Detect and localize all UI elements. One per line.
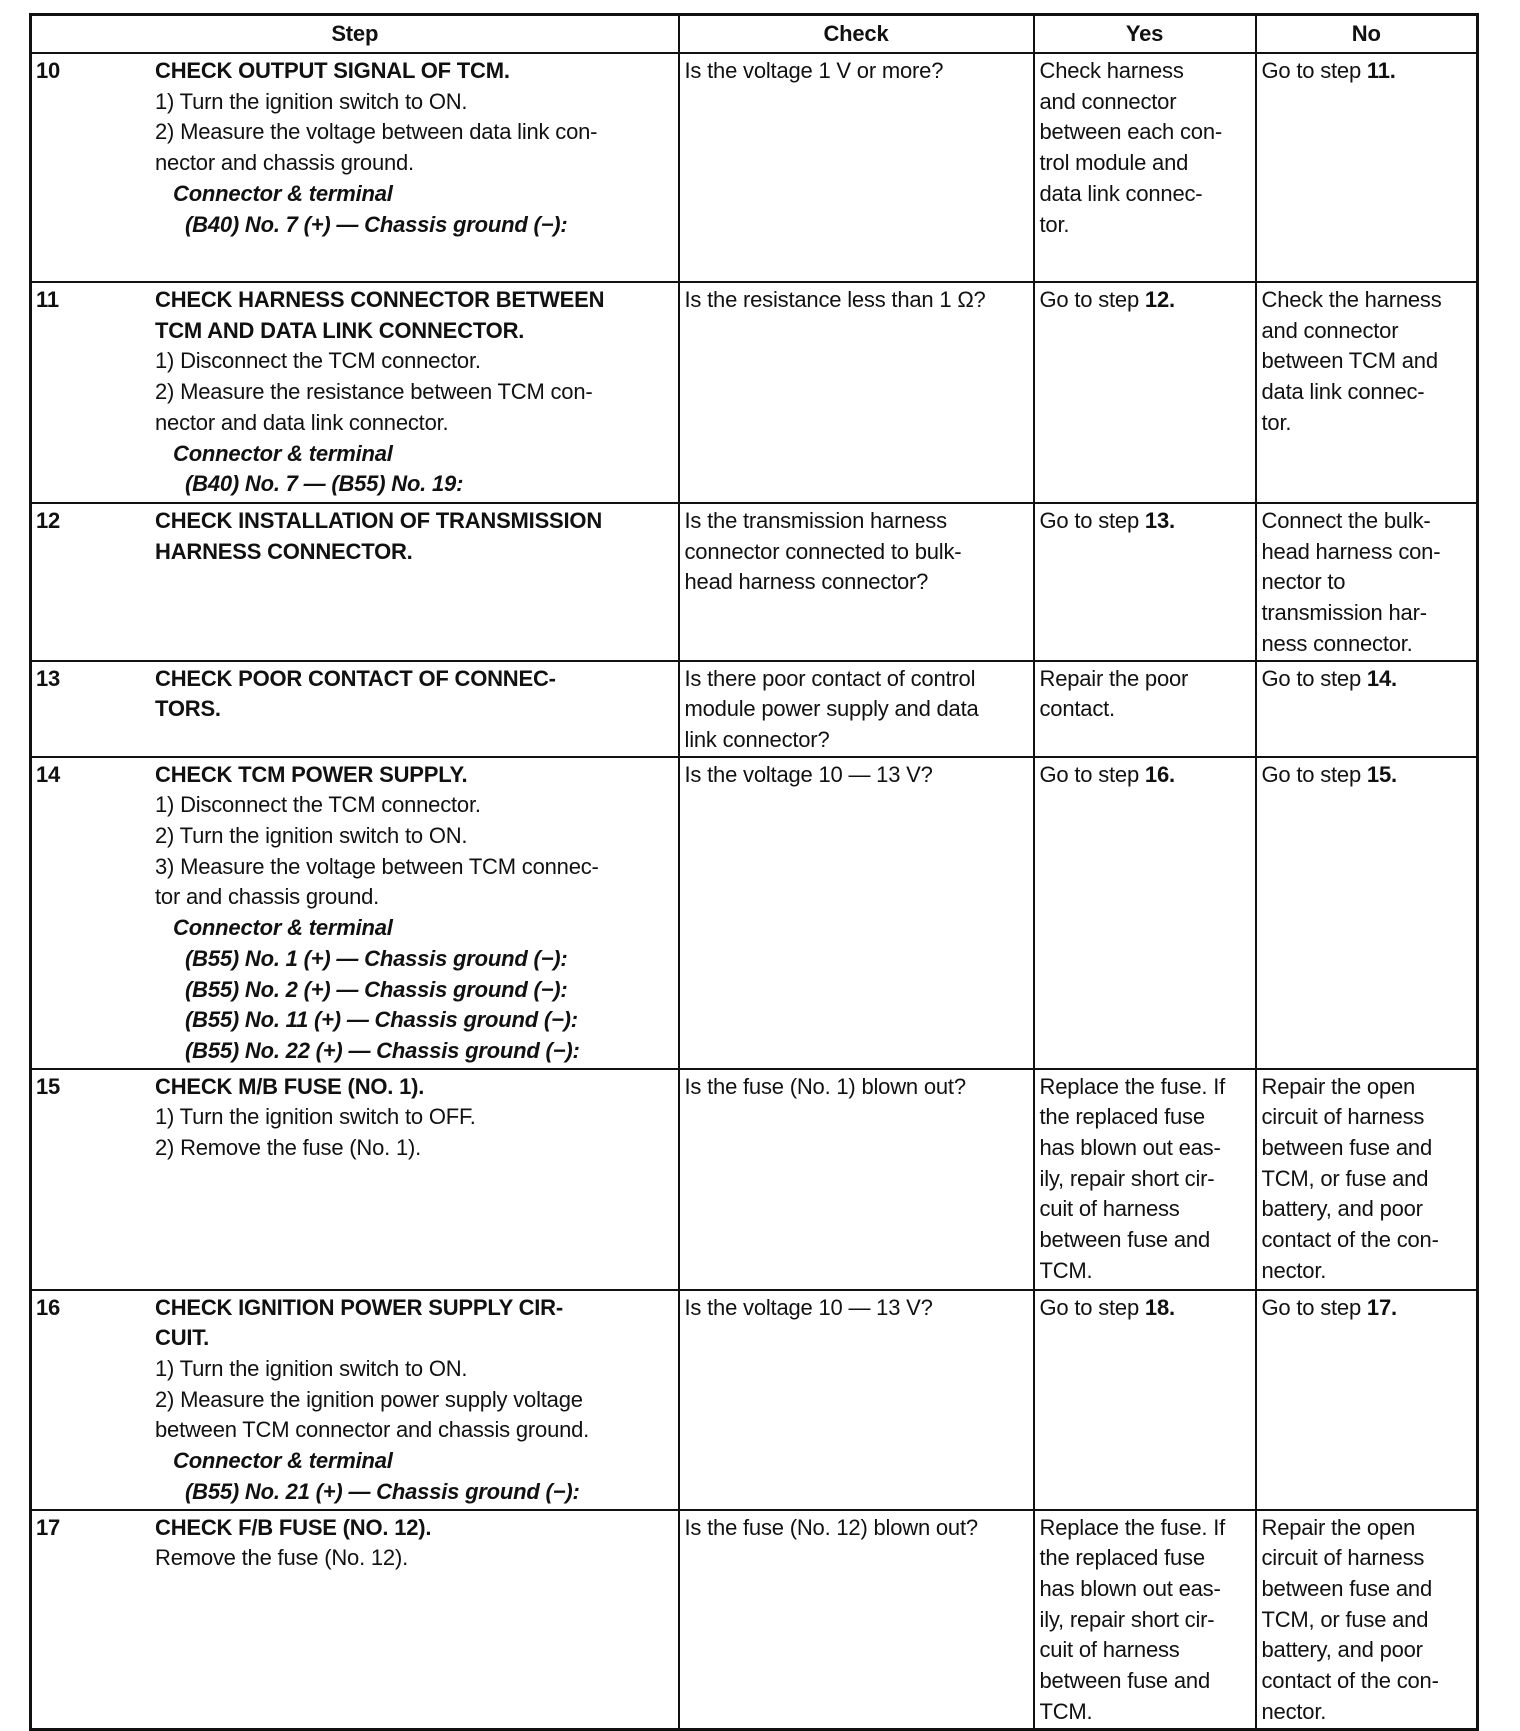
line-text: 2) Turn the ignition switch to ON. (155, 823, 468, 849)
line-text: ily, repair short cir- (1039, 1606, 1215, 1632)
table-row (31, 661, 1478, 757)
line-text: the replaced fuse (1039, 1545, 1205, 1571)
line-text: CHECK INSTALLATION OF TRANSMISSION (155, 508, 603, 533)
line-text: link connector? (684, 726, 830, 752)
line-text: TCM, or fuse and (1261, 1165, 1429, 1191)
step-description (155, 760, 599, 1067)
line-text: Replace the fuse. If (1039, 1073, 1226, 1099)
step-reference: 17. (1366, 1294, 1397, 1320)
line-text: HARNESS CONNECTOR. (155, 538, 413, 564)
text-line (685, 1513, 1028, 1544)
line-text: between fuse and (1039, 1668, 1210, 1694)
line-text: nector and chassis ground. (155, 150, 414, 176)
table-row (31, 53, 1478, 282)
text-line (1040, 117, 1250, 148)
line-text: 2) Measure the ignition power supply voltage (155, 1386, 583, 1412)
table-row (31, 1510, 1478, 1729)
line-text: and connector (1261, 317, 1399, 343)
line-text: between each con- (1039, 119, 1223, 145)
line-text: Repair the open (1261, 1514, 1416, 1540)
line-text: and connector (1039, 88, 1177, 114)
diagnostic-table (29, 13, 1479, 1731)
text-line (1040, 1574, 1250, 1605)
line-text: CHECK F/B FUSE (NO. 12). (155, 1514, 432, 1540)
text-line (155, 117, 597, 148)
line-text: has blown out eas- (1039, 1135, 1221, 1161)
line-text: (B55) No. 2 (+) — Chassis ground (−): (185, 976, 568, 1002)
line-text: nector. (1261, 1698, 1327, 1724)
line-text: contact of the con- (1261, 1668, 1439, 1694)
line-text: has blown out eas- (1039, 1576, 1221, 1602)
no-cell (1256, 503, 1478, 661)
line-text: 3) Measure the voltage between TCM connec- (155, 853, 599, 879)
table-header-row (31, 15, 1478, 54)
line-text: (B55) No. 21 (+) — Chassis ground (−): (185, 1478, 580, 1504)
step-description (155, 664, 556, 725)
line-text: trol module and (1039, 150, 1189, 176)
no-cell (1256, 1290, 1478, 1510)
line-text: between TCM and (1261, 348, 1438, 374)
line-text: Is the transmission harness (684, 508, 947, 533)
step-number: 16 (36, 1294, 61, 1320)
text-line (1040, 1293, 1250, 1324)
text-line (1040, 760, 1250, 791)
text-line (1262, 1605, 1472, 1636)
line-text: the replaced fuse (1039, 1104, 1205, 1130)
line-text: Is the voltage 1 V or more? (684, 58, 944, 83)
text-line (685, 664, 1028, 695)
text-line (1262, 629, 1472, 660)
header-no: No (1256, 15, 1478, 54)
text-line (155, 1323, 589, 1354)
text-line (155, 316, 604, 347)
step-reference: 15. (1366, 761, 1397, 787)
line-text: tor. (1261, 409, 1292, 435)
text-line (155, 1354, 589, 1385)
text-line (155, 506, 602, 537)
table-row (31, 1290, 1478, 1510)
line-text: battery, and poor (1261, 1196, 1423, 1222)
line-text: TCM. (1039, 1257, 1093, 1283)
line-text: CUIT. (155, 1325, 210, 1351)
line-text: data link connec- (1261, 379, 1425, 405)
line-text: Check the harness (1261, 287, 1442, 312)
text-line (155, 1072, 476, 1103)
step-cell (31, 1290, 679, 1510)
step-reference: 11. (1366, 58, 1396, 83)
yes-cell (1034, 1510, 1256, 1729)
yes-cell (1034, 503, 1256, 661)
line-text: between TCM connector and chassis ground. (155, 1417, 590, 1443)
check-cell (679, 661, 1034, 757)
line-text: between fuse and (1039, 1227, 1210, 1253)
line-text: nector to (1261, 569, 1346, 595)
step-cell (31, 1510, 679, 1729)
text-line (155, 408, 604, 439)
line-text: head harness con- (1261, 538, 1441, 564)
step-cell (31, 757, 679, 1069)
line-text: Connect the bulk- (1261, 508, 1431, 533)
text-line (155, 56, 597, 87)
check-cell (679, 53, 1034, 282)
line-text: Go to step (1039, 1294, 1145, 1320)
text-line (685, 694, 1028, 725)
line-text: Is the resistance less than 1 Ω? (684, 287, 986, 312)
no-cell (1256, 1069, 1478, 1290)
step-number: 10 (36, 58, 61, 83)
text-line (685, 725, 1028, 756)
line-text: 1) Disconnect the TCM connector. (155, 348, 481, 374)
text-line (685, 56, 1028, 87)
text-line (155, 148, 597, 179)
text-line (155, 1513, 431, 1544)
text-line (155, 694, 556, 725)
line-text: Check harness (1039, 58, 1184, 83)
line-text: 2) Remove the fuse (No. 1). (155, 1135, 422, 1161)
check-cell (679, 1510, 1034, 1729)
text-line (155, 882, 599, 913)
text-line (155, 1446, 589, 1477)
text-line (1262, 408, 1472, 439)
text-line (1040, 1666, 1250, 1697)
line-text: connector connected to bulk- (684, 538, 962, 564)
line-text: module power supply and data (684, 696, 979, 722)
line-text: CHECK IGNITION POWER SUPPLY CIR- (155, 1294, 563, 1320)
line-text: 1) Turn the ignition switch to OFF. (155, 1104, 476, 1130)
step-reference: 16. (1144, 761, 1175, 787)
line-text: 2) Measure the voltage between data link con- (155, 119, 598, 145)
text-line (1262, 56, 1472, 87)
text-line (155, 1036, 599, 1067)
line-text: Is the fuse (No. 1) blown out? (684, 1073, 966, 1099)
text-line (1262, 1543, 1472, 1574)
line-text: TORS. (155, 696, 221, 722)
text-line (685, 285, 1028, 316)
header-yes: Yes (1034, 15, 1256, 54)
line-text: TCM. (1039, 1698, 1093, 1724)
text-line (1040, 1194, 1250, 1225)
line-text: CHECK OUTPUT SIGNAL OF TCM. (155, 58, 510, 83)
text-line (1040, 1543, 1250, 1574)
text-line (1040, 87, 1250, 118)
text-line (155, 439, 604, 470)
line-text: CHECK HARNESS CONNECTOR BETWEEN (155, 287, 605, 312)
text-line (1262, 1225, 1472, 1256)
line-text: TCM, or fuse and (1261, 1606, 1429, 1632)
step-description (155, 56, 597, 240)
text-line (1262, 1635, 1472, 1666)
line-text: Is the voltage 10 — 13 V? (684, 761, 933, 787)
line-text: cuit of harness (1039, 1196, 1180, 1222)
header-step: Step (31, 15, 679, 54)
line-text: Connector & terminal (173, 180, 393, 206)
line-text: circuit of harness (1261, 1545, 1425, 1571)
line-text: Repair the poor (1039, 665, 1189, 691)
line-text: tor and chassis ground. (155, 884, 380, 910)
line-text: (B40) No. 7 (+) — Chassis ground (−): (185, 211, 568, 237)
text-line (1040, 1697, 1250, 1728)
line-text: Is the fuse (No. 12) blown out? (684, 1514, 978, 1540)
line-text: nector and data link connector. (155, 409, 449, 435)
text-line (155, 1102, 476, 1133)
text-line (1262, 1697, 1472, 1728)
text-line (1262, 567, 1472, 598)
line-text: cuit of harness (1039, 1637, 1180, 1663)
text-line (1040, 1164, 1250, 1195)
step-cell (31, 53, 679, 282)
yes-cell (1034, 282, 1256, 503)
step-description (155, 1293, 589, 1508)
line-text: circuit of harness (1261, 1104, 1425, 1130)
step-number: 13 (36, 665, 61, 691)
text-line (1262, 1666, 1472, 1697)
no-cell (1256, 282, 1478, 503)
check-cell (679, 757, 1034, 1069)
table-row (31, 503, 1478, 661)
line-text: transmission har- (1261, 600, 1427, 626)
check-cell (679, 1290, 1034, 1510)
text-line (155, 1133, 476, 1164)
step-number: 17 (36, 1514, 61, 1540)
check-cell (679, 503, 1034, 661)
line-text: 2) Measure the resistance between TCM con- (155, 379, 593, 405)
text-line (1262, 1293, 1472, 1324)
line-text: between fuse and (1261, 1576, 1432, 1602)
text-line (155, 537, 602, 568)
text-line (1262, 1574, 1472, 1605)
text-line (155, 469, 604, 500)
yes-cell (1034, 661, 1256, 757)
text-line (155, 377, 604, 408)
line-text: (B55) No. 11 (+) — Chassis ground (−): (185, 1007, 578, 1033)
step-description (155, 1072, 476, 1164)
text-line (1262, 1102, 1472, 1133)
text-line (1262, 506, 1472, 537)
text-line (1262, 316, 1472, 347)
line-text: contact of the con- (1261, 1227, 1439, 1253)
text-line (155, 1293, 589, 1324)
line-text: 1) Disconnect the TCM connector. (155, 792, 481, 818)
text-line (155, 975, 599, 1006)
text-line (155, 1385, 589, 1416)
line-text: Connector & terminal (173, 1448, 393, 1474)
text-line (155, 913, 599, 944)
step-number: 14 (36, 761, 61, 787)
line-text: contact. (1039, 696, 1115, 722)
text-line (685, 760, 1028, 791)
text-line (155, 210, 597, 241)
text-line (1262, 1133, 1472, 1164)
text-line (685, 1072, 1028, 1103)
text-line (155, 852, 599, 883)
line-text: Go to step (1261, 58, 1367, 83)
step-number: 12 (36, 508, 61, 533)
text-line (1040, 1102, 1250, 1133)
line-text: tor. (1039, 211, 1070, 237)
check-cell (679, 282, 1034, 503)
text-line (1040, 506, 1250, 537)
step-reference: 18. (1144, 1294, 1175, 1320)
line-text: (B40) No. 7 — (B55) No. 19: (185, 471, 464, 497)
text-line (155, 760, 599, 791)
text-line (685, 537, 1028, 568)
step-description (155, 1513, 431, 1574)
text-line (1262, 598, 1472, 629)
text-line (1040, 694, 1250, 725)
text-line (1040, 1513, 1250, 1544)
text-line (1040, 285, 1250, 316)
text-line (1040, 1605, 1250, 1636)
text-line (685, 506, 1028, 537)
line-text: battery, and poor (1261, 1637, 1423, 1663)
text-line (1262, 1164, 1472, 1195)
line-text: TCM AND DATA LINK CONNECTOR. (155, 317, 525, 343)
line-text: Go to step (1261, 665, 1367, 691)
table-row (31, 757, 1478, 1069)
step-cell (31, 282, 679, 503)
line-text: 1) Turn the ignition switch to ON. (155, 1356, 468, 1382)
text-line (155, 790, 599, 821)
step-reference: 14. (1366, 665, 1397, 691)
line-text: Remove the fuse (No. 12). (155, 1545, 409, 1571)
table-body (31, 53, 1478, 1729)
line-text: Connector & terminal (173, 440, 393, 466)
text-line (1040, 179, 1250, 210)
step-number: 11 (36, 287, 59, 312)
text-line (155, 664, 556, 695)
yes-cell (1034, 53, 1256, 282)
text-line (1040, 1225, 1250, 1256)
step-reference: 12. (1144, 287, 1175, 312)
line-text: Go to step (1039, 287, 1145, 312)
yes-cell (1034, 1069, 1256, 1290)
text-line (1040, 148, 1250, 179)
table-row (31, 282, 1478, 503)
no-cell (1256, 757, 1478, 1069)
text-line (1262, 1194, 1472, 1225)
line-text: Is the voltage 10 — 13 V? (684, 1294, 933, 1320)
yes-cell (1034, 1290, 1256, 1510)
line-text: ily, repair short cir- (1039, 1165, 1215, 1191)
text-line (1040, 1133, 1250, 1164)
text-line (1040, 210, 1250, 241)
text-line (155, 944, 599, 975)
text-line (1262, 1513, 1472, 1544)
text-line (685, 567, 1028, 598)
text-line (155, 1415, 589, 1446)
text-line (1040, 664, 1250, 695)
text-line (155, 1005, 599, 1036)
line-text: Repair the open (1261, 1073, 1416, 1099)
text-line (1262, 377, 1472, 408)
text-line (1040, 1256, 1250, 1287)
text-line (1040, 56, 1250, 87)
text-line (155, 1477, 589, 1508)
text-line (1040, 1072, 1250, 1103)
text-line (155, 87, 597, 118)
step-description (155, 285, 604, 500)
line-text: CHECK POOR CONTACT OF CONNEC- (155, 665, 556, 691)
line-text: Go to step (1039, 761, 1145, 787)
text-line (1262, 1256, 1472, 1287)
no-cell (1256, 661, 1478, 757)
text-line (155, 1543, 431, 1574)
text-line (1262, 285, 1472, 316)
text-line (1262, 1072, 1472, 1103)
line-text: Replace the fuse. If (1039, 1514, 1226, 1540)
yes-cell (1034, 757, 1256, 1069)
line-text: Go to step (1261, 761, 1367, 787)
line-text: between fuse and (1261, 1135, 1432, 1161)
text-line (155, 821, 599, 852)
text-line (685, 1293, 1028, 1324)
line-text: (B55) No. 22 (+) — Chassis ground (−): (185, 1037, 580, 1063)
text-line (155, 179, 597, 210)
step-cell (31, 503, 679, 661)
text-line (1262, 346, 1472, 377)
line-text: 1) Turn the ignition switch to ON. (155, 88, 468, 114)
line-text: Go to step (1261, 1294, 1367, 1320)
line-text: nector. (1261, 1257, 1327, 1283)
line-text: Is there poor contact of control (684, 665, 976, 691)
text-line (1262, 760, 1472, 791)
line-text: ness connector. (1261, 630, 1413, 656)
text-line (1262, 664, 1472, 695)
step-description (155, 506, 602, 567)
text-line (1262, 537, 1472, 568)
no-cell (1256, 1510, 1478, 1729)
check-cell (679, 1069, 1034, 1290)
line-text: CHECK TCM POWER SUPPLY. (155, 761, 468, 787)
table-row (31, 1069, 1478, 1290)
line-text: data link connec- (1039, 180, 1203, 206)
line-text: Go to step (1039, 508, 1145, 533)
text-line (1040, 1635, 1250, 1666)
line-text: Connector & terminal (173, 915, 393, 941)
line-text: head harness connector? (684, 569, 929, 595)
line-text: (B55) No. 1 (+) — Chassis ground (−): (185, 945, 568, 971)
step-reference: 13. (1144, 508, 1175, 533)
step-cell (31, 1069, 679, 1290)
header-check: Check (679, 15, 1034, 54)
line-text: CHECK M/B FUSE (NO. 1). (155, 1073, 425, 1099)
text-line (155, 346, 604, 377)
no-cell (1256, 53, 1478, 282)
text-line (155, 285, 604, 316)
step-number: 15 (36, 1073, 61, 1099)
step-cell (31, 661, 679, 757)
